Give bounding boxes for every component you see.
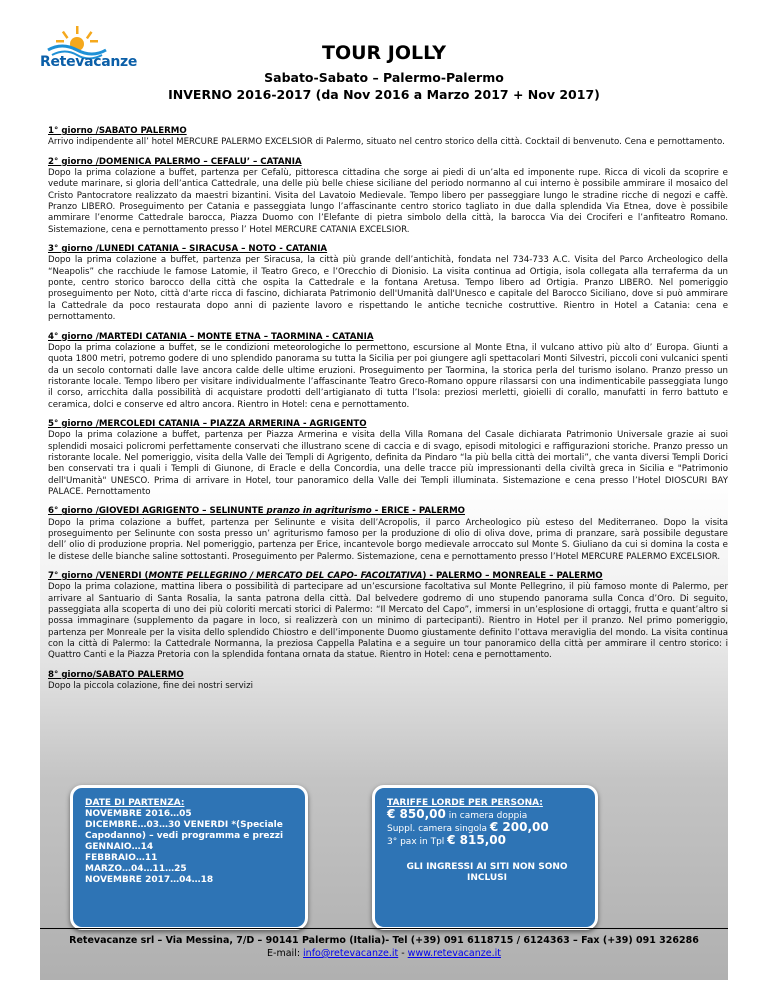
tariff-double xyxy=(387,809,587,822)
price-single: € 200,00 xyxy=(489,820,549,834)
logo-text: Retevacanze xyxy=(40,54,138,70)
day-text: Dopo la prima colazione, mattina libera o possibilità di partecipare ad un’escursione facoltativa sul Monte Pellegrino, il più famoso monte di Palermo, per arrivare al Santuario di Santa Rosalia, la santa patrona della città. Dal belvedere godremo di uno stupendo panorama sulla Conca d’Oro. Di seguito, passeggiata alla scoperta di uno dei più coloriti mercati storici di Palermo: “Il Mercato del Capo”, immersi in un’esplosione di ortaggi, frutta e quant’altro si possa immaginare (supplemento da pagare in loco, si realizzerà con un minimo di partecipanti). Rientro in Hotel per il pranzo. Nel primo pomeriggio, partenza per Monreale per la visita dello splendido Chiostro e dell’imponente Duomo giustamente definito l’ottava meraviglia del mondo. La visita continua con la città di Palermo: la Cattedrale Normanna, la preziosa Cappella Palatina e a seguire un tour panoramico della città per ammirare il centro storico: i Quattro Canti e la Piazza Pretoria con la splendida fontana ornata da statue. Rientro in Hotel: cena e pernottamento. xyxy=(48,582,728,661)
day-title-main: 6° giorno /GIOVEDI AGRIGENTO – SELINUNTE xyxy=(48,506,267,517)
day-title: 5° giorno /MERCOLEDI CATANIA – PIAZZA ARMERINA - AGRIGENTO xyxy=(48,418,367,429)
contact-separator: - xyxy=(398,948,408,959)
day-title: 2° giorno /DOMENICA PALERMO – CEFALU’ – CATANIA xyxy=(48,156,302,167)
day-4 xyxy=(48,332,728,411)
day-1 xyxy=(48,126,728,149)
day-title xyxy=(48,571,728,582)
day-text: Dopo la prima colazione a buffet, partenza per Selinunte e visita dell’Acropolis, il parco Archeologico più esteso del Mediterraneo. Dopo la visita proseguimento per Selinunte con sosta presso un’ agriturismo famoso per la produzione di olio di oliva dove, prima di pranzare, sarà possibile degustare dell’ olio di produzione propria. Nel pomeriggio, partenza per Erice, incantevole borgo medievale arroccato sul Monte S. Giuliano da cui si domina la costa e le distese delle bianche saline sottostanti. Proseguimento per Palermo. Sistemazione, cena e pernottamento presso l’Hotel MERCURE PALERMO EXCELSIOR. xyxy=(48,517,728,562)
contact-line xyxy=(40,947,728,960)
day-title-main: 7° giorno /VENERDI ( xyxy=(48,571,149,582)
itinerary xyxy=(48,126,728,700)
tour-title: TOUR JOLLY xyxy=(321,42,447,64)
day-title-italic: pranzo in agriturismo xyxy=(266,506,372,517)
label-single: Suppl. camera singola xyxy=(387,824,490,834)
day-text: Dopo la prima colazione a buffet, partenza per Siracusa, la città più grande dell’antichità, fondata nel 734-733 A.C. Visita del Parco Archeologico della “Neapolis” che racchiude le famose Latomie, il Teatro Greco, e l’Orecchio di Dionisio. La visita continua ad Ortigia, isola collegata alla terraferma da un ponte, centro storico barocco della città che ospita la Cattedrale e la fontana Aretusa. Tempo libero ad Ortigia. Pranzo LIBERO. Nel pomeriggio proseguimento per Noto, città d'arte ricca di fascino, dichiarata Patrimonio dell'Umanità dall'Unesco e capitale del Barocco Siciliano, dove si può ammirare la Cattedrale da poco restaurata dopo anni di paziente lavoro e rispettando le antiche tecniche costruttive. Rientro in Hotel a Catania: cena e pernottamento. xyxy=(48,255,728,323)
day-text: Dopo la prima colazione a buffet, partenza per Cefalù, pittoresca cittadina che sorge ai piedi di un’alta ed imponente rupe. Ricca di vicoli da scoprire e vedute marinare, si gloria dell’antica Cattedrale, una delle più belle chiese siciliane del periodo normanno al cui interno è possibile ammirare il mosaico del Cristo Pantocratore realizzato da maestri bizantini. Visita del Lavatoio Medievale. Tempo libero per passeggiare lungo le stradine ricche di negozi e caffè. Pranzo LIBERO. Proseguimento per Catania e passeggiata lungo l’affascinante centro storico tagliato in due dalla splendida Via Etnea, dove è possibile ammirare l’enorme Cattedrale barocca, Piazza Duomo con l’Elefante di pietra simbolo della città, la barocca Via dei Crociferi e l’anfiteatro Romano. Sistemazione, cena e pernottamento presso l’ Hotel MERCURE CATANIA EXCELSIOR. xyxy=(48,168,728,235)
departures-box xyxy=(70,785,308,930)
day-2 xyxy=(48,157,728,236)
day-title: 3° giorno /LUNEDI CATANIA – SIRACUSA – NOTO - CATANIA xyxy=(48,244,328,255)
label-third: 3° pax in Tpl xyxy=(387,837,448,847)
day-8 xyxy=(48,670,728,693)
tour-subtitle: Sabato-Sabato – Palermo-Palermo xyxy=(264,70,504,85)
email-label: E-mail: xyxy=(267,948,304,959)
departure-line: NOVEMBRE 2017…04…18 xyxy=(85,875,214,885)
departure-line: FEBBRAIO…11 xyxy=(85,853,158,863)
price-third: € 815,00 xyxy=(447,833,506,847)
footer xyxy=(40,934,728,960)
tariffs-box xyxy=(372,785,598,930)
day-title-tail: - ERICE - PALERMO xyxy=(371,506,465,517)
price-double: € 850,00 xyxy=(387,807,446,821)
day-title xyxy=(48,506,728,517)
day-text: Dopo la prima colazione a buffet, partenza per Piazza Armerina e visita della Villa Romana del Casale dichiarata Patrimonio Universale grazie ai suoi splendidi mosaici policromi perfettamente conservati che illustrano scene di caccia e di svago, episodi mitologici e raffigurazioni storiche. Pranzo presso un ristorante locale. Nel pomeriggio, visita della Valle dei Templi di Agrigento, definita da Pindaro “la più bella città dei mortali”, che vanta diversi Templi Dorici ben conservati tra i quali i Templi di Giunone, di Eracle e della Concordia, una delle tracce più impressionanti della civiltà greca in Sicilia e "Patrimonio dell'Umanità" UNESCO. Prima di arrivare in Hotel, tour panoramico della Valle dei Templi illuminata. Sistemazione e cena presso l’Hotel DIOSCURI BAY PALACE. Pernottamento xyxy=(48,430,728,497)
tariff-third xyxy=(387,835,587,848)
website-link[interactable]: www.retevacanze.it xyxy=(407,948,501,959)
departures-heading: DATE DI PARTENZA: xyxy=(85,798,185,808)
day-title-tail: ) - PALERMO – MONREALE – PALERMO xyxy=(422,571,603,582)
day-3 xyxy=(48,244,728,323)
departure-line: MARZO…04…11…25 xyxy=(85,864,187,874)
email-link[interactable]: info@retevacanze.it xyxy=(303,948,399,959)
day-title-italic: MONTE PELLEGRINO / MERCATO DEL CAPO- FACOLTATIVA xyxy=(148,571,423,582)
day-text: Dopo la piccola colazione, fine dei nostri servizi xyxy=(48,681,253,692)
departure-line: NOVEMBRE 2016…05 xyxy=(85,809,192,819)
day-5 xyxy=(48,419,728,498)
company-info: Retevacanze srl – Via Messina, 7/D – 90141 Palermo (Italia)- Tel (+39) 091 6118715 / 6124363 – Fax (+39) 091 326286 xyxy=(69,935,699,946)
day-7 xyxy=(48,571,728,662)
day-title: 4° giorno /MARTEDI CATANIA – MONTE ETNA – TAORMINA - CATANIA xyxy=(48,331,374,342)
day-text: Arrivo indipendente all’ hotel MERCURE PALERMO EXCELSIOR di Palermo, situato nel centro storico della città. Cocktail di benvenuto. Cena e pernottamento. xyxy=(48,137,725,148)
departure-line: DICEMBRE…03…30 VENERDI *(Speciale Capodanno) – vedi programma e prezzi xyxy=(85,820,284,841)
departure-line: GENNAIO…14 xyxy=(85,842,154,852)
day-6 xyxy=(48,506,728,563)
day-title: 1° giorno /SABATO PALERMO xyxy=(48,126,187,136)
footer-divider xyxy=(40,928,728,929)
tariffs-heading: TARIFFE LORDE PER PERSONA: xyxy=(387,798,543,808)
entrance-note: GLI INGRESSI AI SITI NON SONO INCLUSI xyxy=(406,862,568,883)
day-text: Dopo la prima colazione a buffet, se le condizioni meteorologiche lo permettono, escursione al Monte Etna, il vulcano attivo più alto d’ Europa. Giunti a quota 1800 metri, potremo godere di uno splendido panorama su tutta la Sicilia per poi giungere agli spettacolari Monti Silvestri, piccoli coni vulcanici spenti da un secolo contornati dalle lave ancora calde delle ultime eruzioni. Proseguimento per Taormina, la storica perla del turismo isolano. Pranzo presso un ristorante locale. Tempo libero per visitare individualmente l’affascinante Teatro Greco-Romano oppure rilassarsi con una indimenticabile passeggiata lungo il corso, arricchita dalla possibilità di acquistare prodotti dell’artigianato di tutta l’Isola: preziosi merletti, gioielli di corallo, manufatti in ferro battuto e ceramica, dolci e conserve ed altro ancora. Rientro in Hotel: cena e pernottamento. xyxy=(48,342,728,410)
label-double: in camera doppia xyxy=(445,811,528,821)
tour-season: INVERNO 2016-2017 (da Nov 2016 a Marzo 2017 + Nov 2017) xyxy=(168,87,600,102)
day-title: 8° giorno/SABATO PALERMO xyxy=(48,669,184,680)
